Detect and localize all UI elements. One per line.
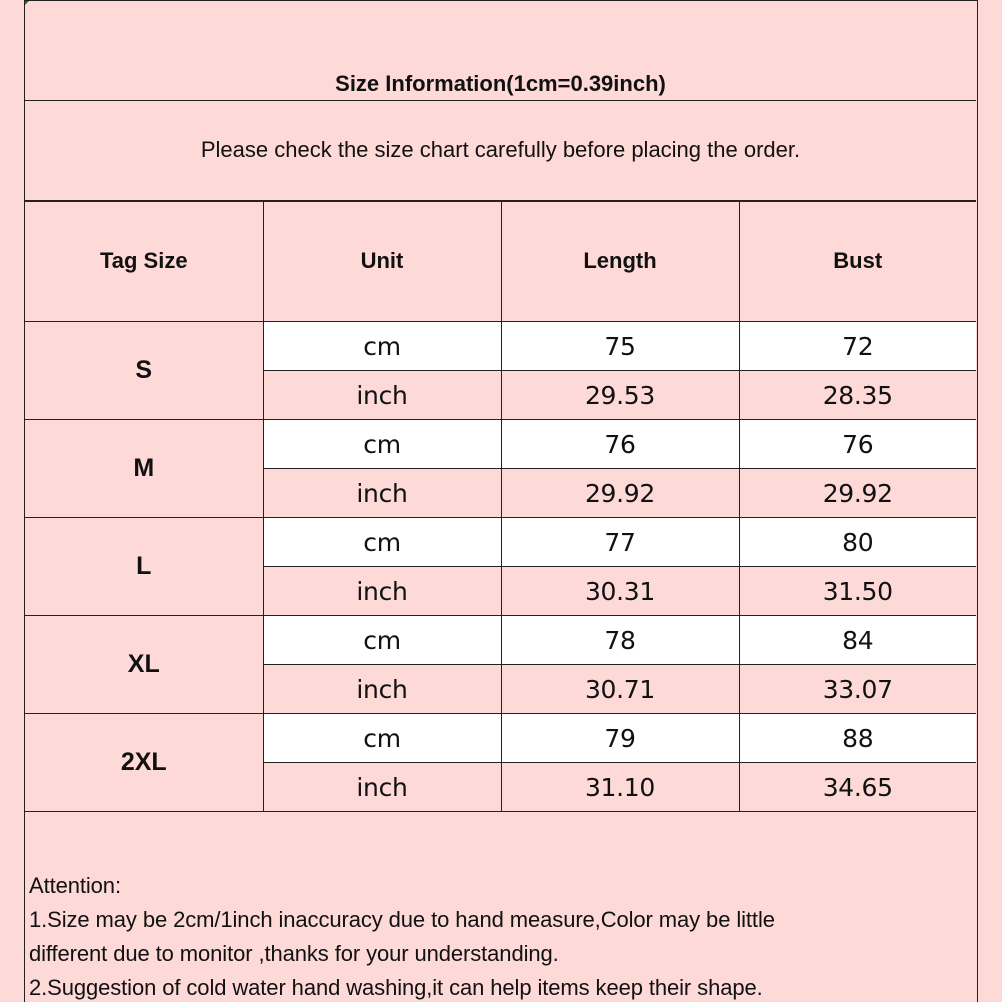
- tag-size-cell: XL: [25, 616, 263, 714]
- unit-cell: inch: [263, 665, 501, 714]
- length-cell: 31.10: [501, 763, 739, 812]
- attention-notes: [29, 869, 979, 1002]
- chart-notice: Please check the size chart carefully before placing the order.: [25, 101, 976, 201]
- unit-cell: cm: [263, 616, 501, 665]
- unit-cell: inch: [263, 763, 501, 812]
- bust-cell: 28.35: [739, 371, 976, 420]
- table-row: [25, 714, 976, 763]
- size-table: [25, 201, 976, 812]
- bust-cell: 80: [739, 518, 976, 567]
- tag-size-cell: 2XL: [25, 714, 263, 812]
- length-cell: 79: [501, 714, 739, 763]
- length-cell: 76: [501, 420, 739, 469]
- length-cell: 29.92: [501, 469, 739, 518]
- header-length: Length: [501, 202, 739, 322]
- unit-cell: inch: [263, 567, 501, 616]
- table-row: [25, 420, 976, 469]
- table-row: [25, 518, 976, 567]
- attention-line: 2.Suggestion of cold water hand washing,it can help items keep their shape.: [29, 975, 763, 1000]
- attention-line: 1.Size may be 2cm/1inch inaccuracy due to hand measure,Color may be little: [29, 907, 775, 932]
- length-cell: 30.71: [501, 665, 739, 714]
- table-row: [25, 322, 976, 371]
- table-row: [25, 616, 976, 665]
- bust-cell: 31.50: [739, 567, 976, 616]
- tag-size-cell: S: [25, 322, 263, 420]
- size-chart-frame: [24, 0, 978, 1002]
- length-cell: 29.53: [501, 371, 739, 420]
- attention-heading: Attention:: [29, 873, 121, 898]
- tag-size-cell: M: [25, 420, 263, 518]
- length-cell: 78: [501, 616, 739, 665]
- length-cell: 77: [501, 518, 739, 567]
- header-tag-size: Tag Size: [25, 202, 263, 322]
- length-cell: 75: [501, 322, 739, 371]
- table-header-row: [25, 202, 976, 322]
- unit-cell: cm: [263, 518, 501, 567]
- bust-cell: 84: [739, 616, 976, 665]
- bust-cell: 72: [739, 322, 976, 371]
- chart-title: Size Information(1cm=0.39inch): [25, 1, 976, 101]
- bust-cell: 29.92: [739, 469, 976, 518]
- header-unit: Unit: [263, 202, 501, 322]
- length-cell: 30.31: [501, 567, 739, 616]
- unit-cell: inch: [263, 371, 501, 420]
- unit-cell: inch: [263, 469, 501, 518]
- attention-line: different due to monitor ,thanks for your understanding.: [29, 941, 559, 966]
- tag-size-cell: L: [25, 518, 263, 616]
- unit-cell: cm: [263, 420, 501, 469]
- bust-cell: 76: [739, 420, 976, 469]
- bust-cell: 34.65: [739, 763, 976, 812]
- bust-cell: 88: [739, 714, 976, 763]
- bust-cell: 33.07: [739, 665, 976, 714]
- header-bust: Bust: [739, 202, 976, 322]
- unit-cell: cm: [263, 714, 501, 763]
- unit-cell: cm: [263, 322, 501, 371]
